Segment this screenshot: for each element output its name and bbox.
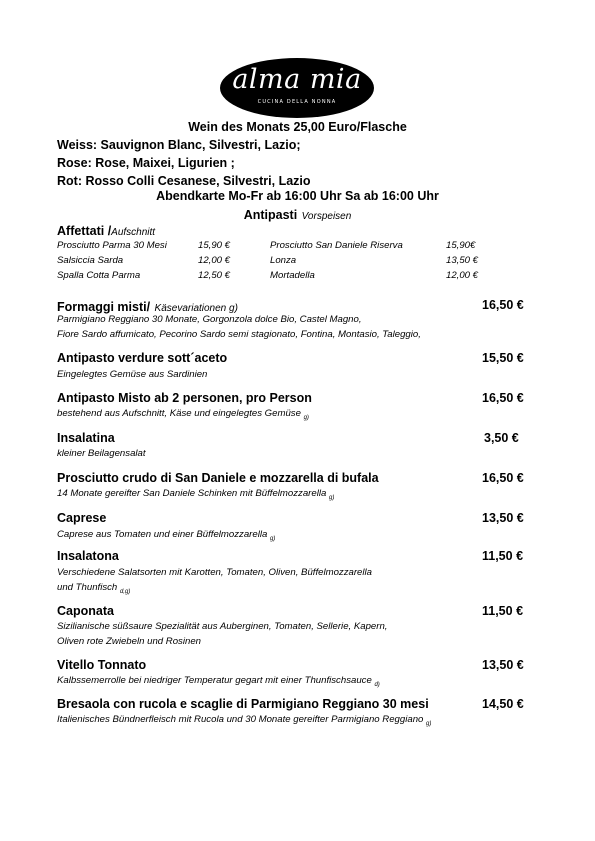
dish-title: Antipasto verdure sott´aceto [57, 351, 228, 365]
dish-price: 11,50 € [482, 549, 524, 563]
wine-of-month-title: Wein des Monats 25,00 Euro/Flasche [188, 120, 407, 134]
dish-price: 13,50 € [482, 658, 524, 672]
dish-price: 16,50 € [482, 298, 524, 312]
cold-cut-price: 13,50 € [446, 255, 479, 266]
dish-title: Prosciutto crudo di San Daniele e mozzarella di bufala [57, 471, 379, 485]
dish-price: 15,50 € [482, 351, 524, 365]
dish-description: Oliven rote Zwiebeln und Rosinen [57, 636, 201, 647]
cold-cut-name: Salsiccia Sarda [57, 255, 124, 266]
cold-cut-name: Prosciutto San Daniele Riserva [270, 240, 403, 251]
antipasti-subtitle: Vorspeisen [301, 211, 352, 222]
cold-cut-price: 12,00 € [198, 255, 231, 266]
dish-price: 13,50 € [482, 511, 524, 525]
dish-title: Caprese [57, 511, 107, 525]
dish-price: 11,50 € [482, 604, 524, 618]
cold-cut-price: 15,90€ [446, 240, 476, 251]
dish-description-line [57, 714, 431, 727]
wine-rose: Rose: Rose, Maixei, Ligurien ; [57, 156, 235, 170]
dish-description: 14 Monate gereifter San Daniele Schinken mit Büffelmozzarella [57, 488, 327, 499]
dish-title-suffix: Käsevariationen g) [154, 303, 238, 314]
dish-title: Vitello Tonnato [57, 658, 147, 672]
dish-price: 16,50 € [482, 391, 524, 405]
dish-description: kleiner Beilagensalat [57, 448, 146, 459]
logo-tagline: CUCINA DELLA NONNA [257, 99, 337, 105]
affettati-heading [57, 222, 155, 240]
cold-cut-price: 15,90 € [198, 240, 231, 251]
dish-description: und Thunfisch [57, 582, 118, 593]
dish-price: 3,50 € [484, 431, 519, 445]
dish-description: Sizilianische süßsaure Spezialität aus Auberginen, Tomaten, Sellerie, Kapern, [57, 621, 388, 632]
dish-description: Eingelegtes Gemüse aus Sardinien [57, 369, 208, 380]
dish-price: 14,50 € [482, 697, 524, 711]
cold-cut-name: Mortadella [270, 270, 315, 281]
dish-description-line [57, 488, 334, 501]
dish-title: Insalatona [57, 549, 119, 563]
dish-description: bestehend aus Aufschnitt, Käse und eingelegtes Gemüse [57, 408, 301, 419]
dish-title: Caponata [57, 604, 114, 618]
antipasti-title: Antipasti [243, 208, 298, 222]
dish-description: Kalbssemerrolle bei niedriger Temperatur gegart mit einer Thunfischsauce [57, 675, 372, 686]
dish-title: Formaggi misti/ [57, 300, 151, 314]
dish-description-line [57, 675, 380, 688]
restaurant-logo [220, 58, 374, 118]
dish-title: Insalatina [57, 431, 115, 445]
allergen-code: d,g) [119, 588, 131, 595]
logo-wordmark: alma mia [232, 64, 362, 95]
allergen-code: g) [269, 535, 276, 542]
allergen-code: d) [374, 681, 380, 688]
dish-description: Fiore Sardo affumicato, Pecorino Sardo semi stagionato, Fontina, Montasio, Taleggio, [57, 329, 421, 340]
opening-hours: Abendkarte Mo-Fr ab 16:00 Uhr Sa ab 16:00 Uhr [156, 189, 439, 203]
dish-title: Bresaola con rucola e scaglie di Parmigiano Reggiano 30 mesi [57, 697, 429, 711]
dish-description: Caprese aus Tomaten und einer Büffelmozzarella [57, 529, 268, 540]
cold-cut-name: Spalla Cotta Parma [57, 270, 141, 281]
wine-white: Weiss: Sauvignon Blanc, Silvestri, Lazio; [57, 138, 301, 152]
dish-description-line [57, 582, 130, 595]
dish-title: Antipasto Misto ab 2 personen, pro Person [57, 391, 312, 405]
cold-cut-price: 12,00 € [446, 270, 479, 281]
affettati-title: Affettati / [57, 224, 112, 238]
cold-cut-name: Lonza [270, 255, 297, 266]
dish-description: Italienisches Bündnerfleisch mit Rucola und 30 Monate gereifter Parmigiano Reggiano [57, 714, 424, 725]
cold-cut-name: Prosciutto Parma 30 Mesi [57, 240, 167, 251]
dish-description: Verschiedene Salatsorten mit Karotten, Tomaten, Oliven, Büffelmozzarella [57, 567, 372, 578]
dish-description-line [57, 408, 309, 421]
allergen-code: g) [303, 414, 309, 421]
allergen-code: g) [426, 720, 432, 727]
cold-cut-price: 12,50 € [198, 270, 231, 281]
affettati-subtitle: Aufschnitt [111, 227, 156, 238]
dish-description-line [57, 529, 275, 542]
dish-description: Parmigiano Reggiano 30 Monate, Gorgonzola dolce Bio, Castel Magno, [57, 314, 362, 325]
dish-price: 16,50 € [482, 471, 524, 485]
allergen-code: g) [328, 494, 335, 501]
wine-red: Rot: Rosso Colli Cesanese, Silvestri, Lazio [57, 174, 311, 188]
